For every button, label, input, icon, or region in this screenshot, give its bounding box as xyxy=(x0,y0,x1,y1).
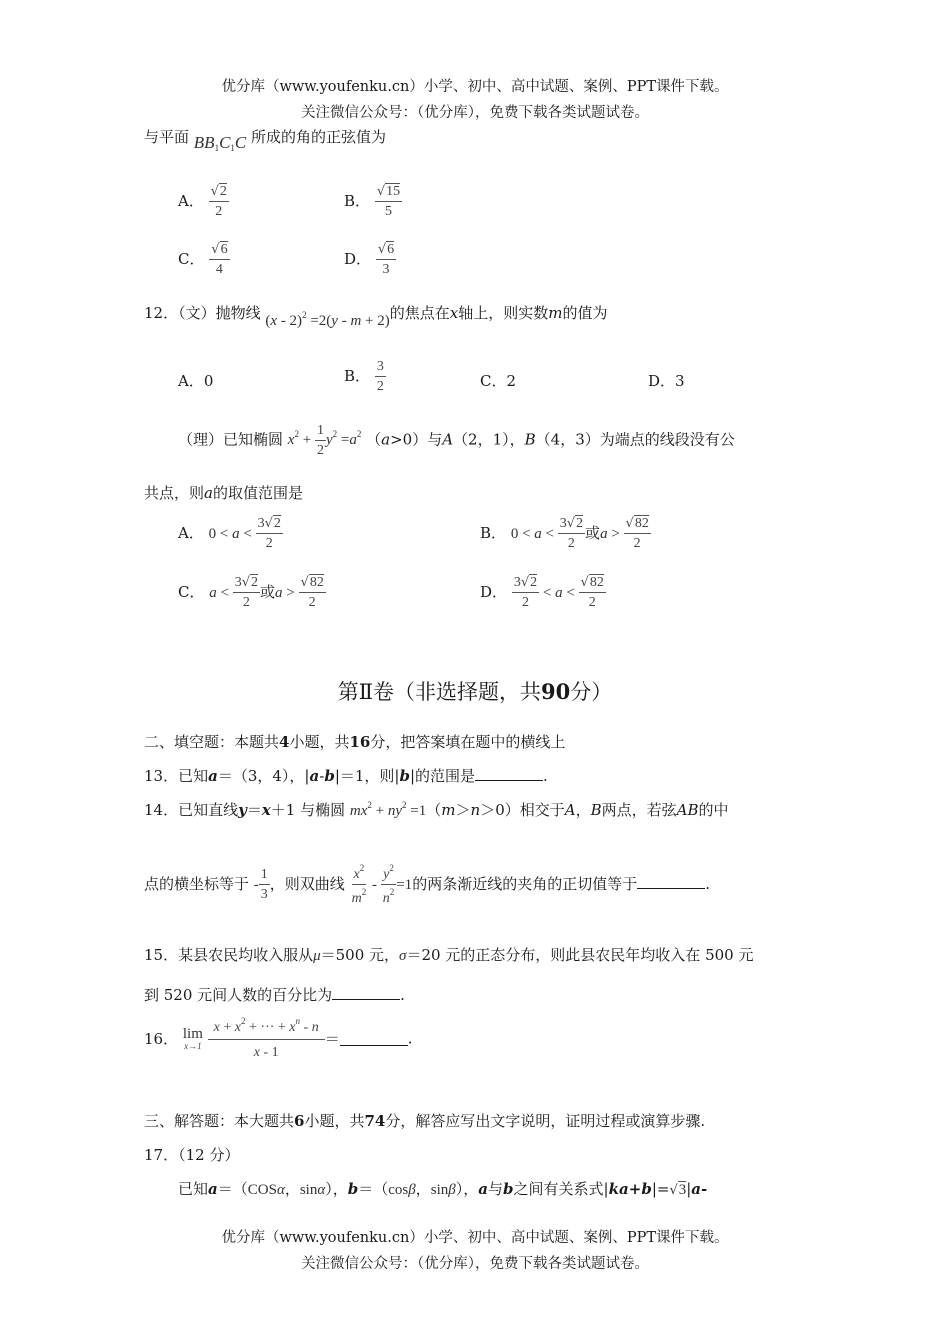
q12-li-option-a: A． 0 < a < $\frac{3√2}{2}$ xyxy=(178,516,281,551)
q16-fraction: $\frac{x + x^2 + \cdot\cdot\cdot + x^n - n}{x - 1}$ xyxy=(208,1017,325,1060)
footer-line-1: 优分库（www.youfenku.cn）小学、初中、高中试题、案例、PPT课件下载。 xyxy=(221,1230,729,1246)
q11-option-b: B． $\frac{√15}{5}$ xyxy=(344,184,401,219)
footer-line-2: 关注微信公众号：（优分库），免费下载各类试题试卷。 xyxy=(301,1256,649,1272)
parabola-equation: (x - 2)$^2$ =2(y - m + 2) xyxy=(265,310,390,329)
q12-option-d: D．3 xyxy=(648,372,685,390)
q12-li-option-d: D． $\frac{3√2}{2}$ < a < $\frac{√82}{2}$ xyxy=(480,575,604,610)
section3-heading: 三、解答题：本大题共6小题，共74分，解答应写出文字说明，证明过程或演算步骤. xyxy=(144,1112,706,1130)
q16-question: 16． lim x→1 $\frac{x + x^2 + \cdot\cdot\cdot + x^n - n}{x - 1}$ ＝ . xyxy=(144,1016,413,1060)
q15-question: 15．某县农民均收入服从μ＝500 元，σ＝20 元的正态分布，则此县农民年均收入在 500 元 xyxy=(144,946,754,964)
q12-li-option-b: B． 0 < a < $\frac{3√2}{2}$ 或a > $\frac{√82}{2}$ xyxy=(480,516,649,551)
q11-option-d: D． $\frac{√6}{3}$ xyxy=(344,242,395,277)
q14-question-line2: 点的横坐标等于 - $\frac{1}{3}$ ，则双曲线 $\frac{x^2}{m^2}$ - $\frac{y^2}{n^2}$ =1的两条渐近线的夹角的正切值等于 . xyxy=(144,863,710,906)
q15-question-line2: 到 520 元间人数的百分比为 . xyxy=(144,986,405,1004)
q17-question: 已知a＝（COSα，sinα），b＝（cosβ，sinβ），a与b之间有关系式|ka+b|=√3|a- xyxy=(178,1180,708,1198)
q14-ellipse-equation: $mx^2 + ny^2 =1$ xyxy=(349,800,427,819)
limit-operator: lim x→1 xyxy=(182,1025,203,1051)
hyperbola-y-term: $\frac{y^2}{n^2}$ xyxy=(382,863,395,906)
q11-option-c: C． $\frac{√6}{4}$ xyxy=(178,242,228,277)
section2-heading: 二、填空题：本题共4小题，共16分，把答案填在题中的横线上 xyxy=(144,733,566,751)
ellipse-equation: $x^2$ + $\frac{1}{2}$ $y^2 =a^2$ xyxy=(287,423,362,458)
q17-heading: 17．（12 分） xyxy=(144,1146,240,1164)
part2-title: 第Ⅱ卷（非选择题，共90分） xyxy=(337,679,613,704)
q13-question: 13．已知a＝（3，4），|a-b|＝1，则|b|的范围是 . xyxy=(144,767,548,785)
q11-continuation: 与平面 $BB_1C_1C$ 所成的角的正弦值为 xyxy=(144,128,387,153)
header-line-2: 关注微信公众号：（优分库），免费下载各类试题试卷。 xyxy=(301,105,649,121)
q16-answer-blank[interactable] xyxy=(340,1032,408,1046)
plane-label: $BB_1C_1C$ xyxy=(193,133,247,153)
q13-answer-blank[interactable] xyxy=(475,767,543,781)
q12-li-option-c: C． a < $\frac{3√2}{2}$ 或a > $\frac{√82}{2}$ xyxy=(178,575,324,610)
q12-li-question-line2: 共点，则a的取值范围是 xyxy=(144,484,303,502)
q12-li-question: （理）已知椭圆 $x^2$ + $\frac{1}{2}$ $y^2 =a^2$ （a>0）与A（2，1），B（4，3）为端点的线段没有公 xyxy=(178,423,735,458)
q12-option-a: A．0 xyxy=(178,372,214,390)
hyperbola-x-term: $\frac{x^2}{m^2}$ xyxy=(351,863,367,906)
q14-answer-blank[interactable] xyxy=(637,875,705,889)
header-line-1: 优分库（www.youfenku.cn）小学、初中、高中试题、案例、PPT课件下载。 xyxy=(221,79,729,95)
q11-option-a: A． $\frac{√2}{2}$ xyxy=(178,184,227,219)
q12-option-c: C．2 xyxy=(480,372,517,390)
q12-option-b: B． $\frac{3}{2}$ xyxy=(344,359,384,394)
q14-question: 14．已知直线y＝x＋1 与椭圆 $mx^2 + ny^2 =1(m>n>0)$相交于A，B两点，若弦AB的中 xyxy=(144,800,729,819)
q12-wen-question: 12．（文）抛物线 (x - 2)$^2$ =2(y - m + 2)的焦点在x轴上，则实数m的值为 xyxy=(144,304,608,329)
q15-answer-blank[interactable] xyxy=(332,986,400,1000)
